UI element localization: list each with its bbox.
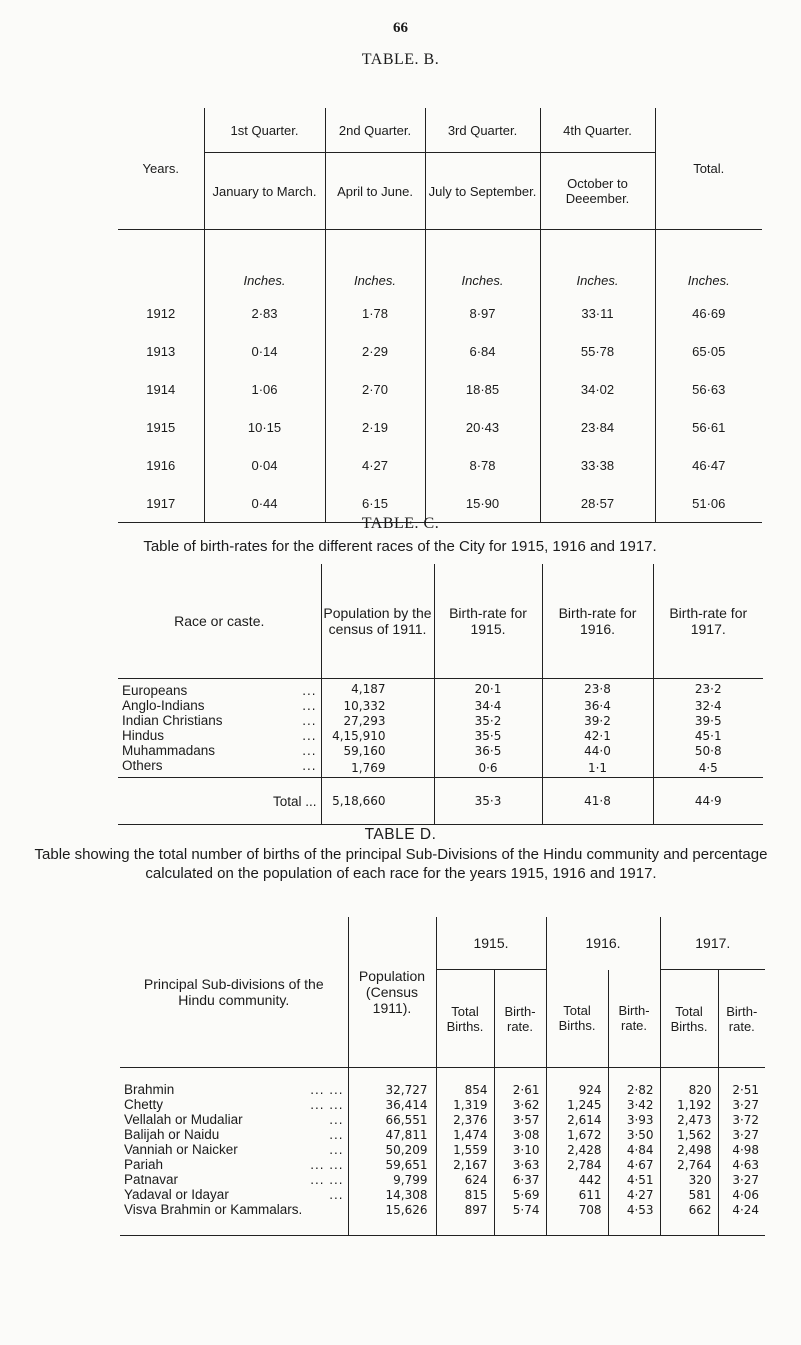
q4-cell: 33·38 (540, 446, 655, 484)
table-c-title: TABLE. C. (361, 515, 440, 532)
quarter-4-header: 4th Quarter. (540, 108, 655, 153)
population-cell: 27,293 (321, 713, 434, 728)
births-1916-cell: 2,428 (546, 1142, 608, 1157)
total-cell: 51·06 (692, 495, 726, 511)
division-cell: Vellalah or Mudaliar ... (120, 1112, 348, 1127)
births-1917-cell: 820 (660, 1068, 718, 1098)
births-1915-cell: 1,319 (436, 1097, 494, 1112)
quarter-3-header: 3rd Quarter. (425, 108, 540, 153)
population-cell: 59,651 (348, 1157, 436, 1172)
rate-1916-cell: 39·2 (542, 713, 653, 728)
q1-cell: 1·06 (204, 370, 325, 408)
births-1915-cell: 2,167 (436, 1157, 494, 1172)
unit-blank (118, 230, 204, 295)
q1-cell: 0·14 (204, 332, 325, 370)
population-cell: 14,308 (348, 1187, 436, 1202)
table-row (118, 446, 762, 484)
table-row (118, 370, 762, 408)
rate-1917-cell: 3·27 (732, 1172, 760, 1187)
population-cell: 47,811 (348, 1127, 436, 1142)
rate-1917-cell: 4·24 (732, 1202, 760, 1217)
division-name: Pariah (124, 1157, 164, 1172)
table-d-subtitle: Table showing the total number of births of the principal Sub-Divisions of the Hindu community and percentage calculated on the population of each race for the years 1915, 1916 and 1917. (34, 846, 768, 882)
births-1917-cell: 2,764 (660, 1157, 718, 1172)
table-b-title: TABLE. B. (361, 51, 440, 68)
year-cell: 1914 (118, 370, 204, 408)
table-row (120, 1202, 765, 1236)
birth-rate-header: Birth-rate. (608, 970, 660, 1068)
births-1915-cell: 897 (436, 1202, 494, 1236)
rate-1916-cell: 4·27 (608, 1187, 660, 1202)
race-cell: Anglo-Indians ... (118, 698, 321, 713)
table-c (118, 564, 763, 825)
quarter-2-months: April to June. (325, 153, 425, 230)
q2-cell: 2·29 (325, 332, 425, 370)
births-1916-cell: 924 (546, 1068, 608, 1098)
quarter-2-header: 2nd Quarter. (325, 108, 425, 153)
rate-1915-cell: 35·5 (434, 728, 542, 743)
table-row (120, 1142, 765, 1157)
population-cell: 50,209 (348, 1142, 436, 1157)
q3-cell: 8·78 (425, 446, 540, 484)
births-1916-cell: 2,614 (546, 1112, 608, 1127)
table-row (120, 1127, 765, 1142)
birth-rate-header: Birth-rate. (494, 970, 546, 1068)
births-1916-cell: 2,784 (546, 1157, 608, 1172)
race-cell: Europeans ... (118, 679, 321, 699)
births-1915-cell: 854 (436, 1068, 494, 1098)
rate-1917-cell: 3·27 (732, 1097, 760, 1112)
total-cell: 65·05 (692, 343, 726, 359)
rate-1917-cell: 4·63 (732, 1157, 760, 1172)
rate-1916-cell: 4·67 (608, 1157, 660, 1172)
rate-1917-cell: 2·51 (732, 1082, 760, 1097)
years-header: Years. (118, 108, 204, 230)
division-name: Yadaval or Idayar (124, 1187, 229, 1202)
division-cell: Brahmin ... ... (120, 1068, 348, 1098)
division-cell: Vanniah or Naicker ... (120, 1142, 348, 1157)
year-1915-header: 1915. (436, 917, 546, 970)
rate-1915-cell: 3·62 (494, 1097, 546, 1112)
q1-cell: 0·44 (204, 484, 325, 523)
quarter-3-months: July to September. (425, 153, 540, 230)
division-header: Principal Sub-divisions of the Hindu community. (120, 917, 348, 1068)
q3-cell: 8·97 (425, 294, 540, 332)
quarter-4-months: October to Deeember. (540, 153, 655, 230)
total-population-cell: 5,18,660 (321, 778, 434, 825)
total-rate-1917-cell: 44·9 (653, 778, 763, 825)
rate-1917-cell: 39·5 (694, 713, 722, 728)
total-births-header: Total Births. (660, 970, 718, 1068)
table-row (118, 743, 763, 758)
births-1915-cell: 2,376 (436, 1112, 494, 1127)
rate-1916-cell: 3·50 (608, 1127, 660, 1142)
race-name: Hindus (122, 728, 165, 743)
births-1917-cell: 2,498 (660, 1142, 718, 1157)
year-cell: 1915 (118, 408, 204, 446)
population-header: Population (Census 1911). (348, 917, 436, 1068)
q4-cell: 55·78 (540, 332, 655, 370)
total-cell: 46·47 (692, 457, 726, 473)
rate-1917-cell: 50·8 (694, 743, 722, 758)
table-row (118, 679, 763, 699)
division-cell: Yadaval or Idayar ... (120, 1187, 348, 1202)
rate-1917-header: Birth-rate for 1917. (653, 564, 763, 679)
rate-1917-cell: 4·06 (732, 1187, 760, 1202)
rate-1916-cell: 42·1 (542, 728, 653, 743)
quarter-1-months: January to March. (204, 153, 325, 230)
division-name: Visva Brahmin or Kammalars. (124, 1202, 303, 1217)
births-1915-cell: 1,559 (436, 1142, 494, 1157)
rate-1915-cell: 2·61 (494, 1068, 546, 1098)
table-row (118, 698, 763, 713)
division-name: Balijah or Naidu (124, 1127, 220, 1142)
table-row (118, 408, 762, 446)
population-cell: 32,727 (348, 1068, 436, 1098)
total-rate-1916-cell: 41·8 (542, 778, 653, 825)
rate-1916-cell: 1·1 (542, 758, 653, 778)
population-cell: 1,769 (321, 758, 434, 778)
births-1917-cell: 1,562 (660, 1127, 718, 1142)
table-row (118, 332, 762, 370)
total-header: Total. (655, 108, 762, 230)
rate-1915-cell: 3·57 (494, 1112, 546, 1127)
unit-label: Inches. (540, 230, 655, 295)
q3-cell: 20·43 (425, 408, 540, 446)
births-1916-cell: 1,672 (546, 1127, 608, 1142)
race-header: Race or caste. (118, 564, 321, 679)
q2-cell: 6·15 (325, 484, 425, 523)
population-cell: 9,799 (348, 1172, 436, 1187)
rate-1915-cell: 20·1 (434, 679, 542, 699)
unit-label: Inches. (204, 230, 325, 295)
births-1917-cell: 1,192 (660, 1097, 718, 1112)
population-cell: 36,414 (348, 1097, 436, 1112)
division-cell: Pariah ... ... (120, 1157, 348, 1172)
births-1916-cell: 442 (546, 1172, 608, 1187)
population-header: Population by the census of 1911. (321, 564, 434, 679)
q4-cell: 33·11 (540, 294, 655, 332)
births-1917-cell: 2,473 (660, 1112, 718, 1127)
rate-1917-cell: 4·5 (698, 760, 718, 775)
table-row (120, 1187, 765, 1202)
race-cell: Muhammadans ... (118, 743, 321, 758)
unit-label: Inches. (325, 230, 425, 295)
rate-1917-cell: 3·27 (732, 1127, 760, 1142)
year-cell: 1917 (118, 484, 204, 523)
rate-1916-cell: 23·8 (542, 679, 653, 699)
table-d (120, 917, 765, 1236)
total-births-header: Total Births. (546, 970, 608, 1068)
q4-cell: 28·57 (540, 484, 655, 523)
rate-1916-cell: 36·4 (542, 698, 653, 713)
division-cell: Chetty ... ... (120, 1097, 348, 1112)
table-row (118, 294, 762, 332)
rate-1916-header: Birth-rate for 1916. (542, 564, 653, 679)
table-d-title: TABLE D. (364, 826, 437, 843)
rate-1916-cell: 4·53 (608, 1202, 660, 1236)
births-1916-cell: 708 (546, 1202, 608, 1236)
population-cell: 4,15,910 (321, 728, 434, 743)
year-cell: 1912 (118, 294, 204, 332)
rate-1915-cell: 34·4 (434, 698, 542, 713)
division-cell: Patnavar ... ... (120, 1172, 348, 1187)
rate-1915-cell: 6·37 (494, 1172, 546, 1187)
race-cell: Indian Christians ... (118, 713, 321, 728)
division-name: Vanniah or Naicker (124, 1142, 238, 1157)
rate-1917-cell: 3·72 (732, 1112, 760, 1127)
births-1916-cell: 611 (546, 1187, 608, 1202)
rate-1917-cell: 4·98 (732, 1142, 760, 1157)
q3-cell: 15·90 (425, 484, 540, 523)
q2-cell: 2·19 (325, 408, 425, 446)
table-row (120, 1112, 765, 1127)
table-row (120, 1068, 765, 1098)
q4-cell: 23·84 (540, 408, 655, 446)
unit-label: Inches. (425, 230, 540, 295)
table-row (118, 758, 763, 778)
race-name: Anglo-Indians (122, 698, 205, 713)
births-1916-cell: 1,245 (546, 1097, 608, 1112)
q2-cell: 4·27 (325, 446, 425, 484)
rate-1916-cell: 44·0 (542, 743, 653, 758)
table-row (118, 713, 763, 728)
total-cell: 56·61 (692, 419, 726, 435)
table-b (118, 108, 762, 523)
rate-1915-cell: 3·63 (494, 1157, 546, 1172)
year-1917-header: 1917. (660, 917, 765, 970)
race-name: Europeans (122, 683, 188, 698)
race-name: Muhammadans (122, 743, 216, 758)
rate-1916-cell: 4·84 (608, 1142, 660, 1157)
table-row (118, 728, 763, 743)
total-cell: 56·63 (692, 381, 726, 397)
division-cell: Balijah or Naidu ... (120, 1127, 348, 1142)
quarter-1-header: 1st Quarter. (204, 108, 325, 153)
year-cell: 1916 (118, 446, 204, 484)
population-cell: 59,160 (321, 743, 434, 758)
q4-cell: 34·02 (540, 370, 655, 408)
q2-cell: 1·78 (325, 294, 425, 332)
rate-1915-header: Birth-rate for 1915. (434, 564, 542, 679)
division-cell (120, 1202, 348, 1236)
table-row (120, 1157, 765, 1172)
total-label: Total (272, 793, 302, 809)
total-row (118, 778, 763, 825)
page-number: 66 (393, 20, 408, 36)
births-1917-cell: 662 (660, 1202, 718, 1236)
births-1915-cell: 1,474 (436, 1127, 494, 1142)
total-label-cell: Total ... (118, 778, 321, 825)
race-name: Indian Christians (122, 713, 223, 728)
q1-cell: 0·04 (204, 446, 325, 484)
unit-label: Inches. (687, 273, 730, 288)
table-c-subtitle: Table of birth-rates for the different races of the City for 1915, 1916 and 1917. (143, 538, 657, 555)
division-name: Chetty (124, 1097, 164, 1112)
population-cell: 66,551 (348, 1112, 436, 1127)
population-cell: 4,187 (321, 679, 434, 699)
rate-1915-cell: 0·6 (434, 758, 542, 778)
rate-1916-cell: 3·93 (608, 1112, 660, 1127)
year-cell: 1913 (118, 332, 204, 370)
division-name: Brahmin (124, 1082, 175, 1097)
race-name: Others (122, 758, 163, 773)
rate-1916-cell: 2·82 (608, 1068, 660, 1098)
q3-cell: 6·84 (425, 332, 540, 370)
division-name: Vellalah or Mudaliar (124, 1112, 243, 1127)
population-cell: 10,332 (321, 698, 434, 713)
rate-1917-cell: 32·4 (694, 698, 722, 713)
births-1917-cell: 581 (660, 1187, 718, 1202)
q1-cell: 2·83 (204, 294, 325, 332)
table-row (120, 1097, 765, 1112)
race-cell: Hindus ... (118, 728, 321, 743)
table-row (120, 1172, 765, 1187)
total-cell: 46·69 (692, 305, 726, 321)
race-cell: Others ... (118, 758, 321, 778)
rate-1915-cell: 3·08 (494, 1127, 546, 1142)
division-name: Patnavar (124, 1172, 179, 1187)
year-1916-header: 1916. (546, 917, 660, 970)
births-1915-cell: 815 (436, 1187, 494, 1202)
rate-1917-cell: 23·2 (694, 681, 722, 696)
births-1917-cell: 320 (660, 1172, 718, 1187)
birth-rate-header: Birth-rate. (718, 970, 765, 1068)
rate-1915-cell: 3·10 (494, 1142, 546, 1157)
rate-1915-cell: 5·74 (494, 1202, 546, 1236)
births-1915-cell: 624 (436, 1172, 494, 1187)
total-rate-1915-cell: 35·3 (434, 778, 542, 825)
rate-1916-cell: 3·42 (608, 1097, 660, 1112)
rate-1915-cell: 35·2 (434, 713, 542, 728)
rate-1916-cell: 4·51 (608, 1172, 660, 1187)
rate-1915-cell: 5·69 (494, 1187, 546, 1202)
total-births-header: Total Births. (436, 970, 494, 1068)
rate-1917-cell: 45·1 (694, 728, 722, 743)
q2-cell: 2·70 (325, 370, 425, 408)
population-cell: 15,626 (348, 1202, 436, 1236)
q1-cell: 10·15 (204, 408, 325, 446)
q3-cell: 18·85 (425, 370, 540, 408)
rate-1915-cell: 36·5 (434, 743, 542, 758)
